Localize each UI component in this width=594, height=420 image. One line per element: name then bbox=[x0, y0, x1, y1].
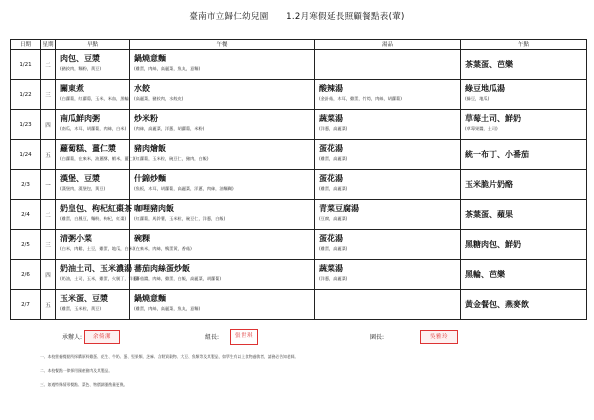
lunch-ingredients: (蕃茄醬，肉絲，雞蛋，白飯，高麗菜，胡蘿蔔) bbox=[134, 276, 222, 281]
page-title: 臺南市立歸仁幼兒園 1.2月寒假延長照顧餐點表(葷) bbox=[189, 12, 405, 22]
menu-table bbox=[10, 39, 587, 320]
morning-dish: 清粥小菜 bbox=[60, 234, 92, 243]
soup-dish: 蛋花湯 bbox=[319, 174, 343, 183]
date-cell: 1/21 bbox=[11, 50, 41, 80]
soup-dish: 蔬菜湯 bbox=[319, 264, 343, 273]
lunch-ingredients: (肉絲，高麗菜，洋蔥，胡蘿蔔，米粉) bbox=[134, 126, 205, 131]
morning-cell bbox=[56, 170, 130, 200]
lunch-cell bbox=[130, 290, 315, 320]
morning-cell bbox=[56, 260, 139, 290]
soup-ingredients: (雞蛋，高麗菜) bbox=[319, 156, 348, 161]
morning-ingredients: (雞蛋，白鳳豆，麵粉，枸杞，紅棗) bbox=[60, 216, 127, 221]
lunch-ingredients: (紅蘿蔔，玉米粒，碗豆仁，豬肉，白飯) bbox=[134, 156, 209, 161]
afternoon-cell bbox=[461, 260, 587, 290]
day-cell: 三 bbox=[41, 230, 56, 260]
date-cell: 2/4 bbox=[11, 200, 41, 230]
soup-dish: 酸辣湯 bbox=[319, 84, 343, 93]
morning-cell bbox=[56, 290, 130, 320]
afternoon-ingredients: (綠豆，地瓜) bbox=[465, 96, 490, 101]
day-cell: 二 bbox=[41, 50, 56, 80]
note-3: 三、如遇特殊情形餐點、菜色、物價調漲酌量更換。 bbox=[40, 382, 128, 387]
morning-ingredients: (漢堡肉，漢堡包，黃豆) bbox=[60, 186, 106, 191]
header-soup: 湯品 bbox=[315, 40, 461, 50]
lunch-dish: 水餃 bbox=[134, 84, 150, 93]
table-row bbox=[11, 200, 587, 230]
lunch-cell bbox=[130, 170, 315, 200]
table-row bbox=[11, 50, 587, 80]
table-row bbox=[11, 170, 587, 200]
date-cell: 2/5 bbox=[11, 230, 41, 260]
morning-ingredients: (豬絞肉，麵粉，黃豆) bbox=[60, 66, 101, 71]
soup-ingredients: (雞蛋，高麗菜) bbox=[319, 246, 348, 251]
morning-ingredients: (白蘿蔔，紅蘿蔔，玉米，米血，黑輪) bbox=[60, 96, 131, 101]
lunch-cell bbox=[130, 80, 315, 110]
table-row bbox=[11, 110, 587, 140]
lunch-ingredients: (紅蘿蔔，馬鈴薯，玉米粒，碗豆仁，洋蔥，白飯) bbox=[134, 216, 226, 221]
section-chief-stamp: 張世琪 bbox=[230, 329, 258, 345]
morning-dish: 漢堡、豆漿 bbox=[60, 174, 100, 183]
signature-row bbox=[0, 329, 594, 347]
morning-ingredients: (南瓜，木耳，胡蘿蔔，肉絲，白米) bbox=[60, 126, 127, 131]
header-lunch: 午餐 bbox=[130, 40, 315, 50]
soup-cell bbox=[315, 110, 461, 140]
soup-dish: 青菜豆腐湯 bbox=[319, 204, 359, 213]
afternoon-cell bbox=[461, 140, 587, 170]
soup-dish: 蛋花湯 bbox=[319, 234, 343, 243]
day-cell: 一 bbox=[41, 170, 56, 200]
lunch-dish: 炒米粉 bbox=[134, 114, 158, 123]
soup-ingredients: (雞蛋，高麗菜) bbox=[319, 186, 348, 191]
soup-cell bbox=[315, 170, 461, 200]
afternoon-cell bbox=[461, 80, 587, 110]
day-cell: 四 bbox=[41, 110, 56, 140]
lunch-ingredients: (雞蛋，肉絲，高麗菜，魚丸，意麵) bbox=[134, 66, 201, 71]
table-row bbox=[11, 230, 587, 260]
morning-dish: 奶油土司、玉米濃湯 bbox=[60, 264, 132, 273]
morning-cell bbox=[56, 200, 130, 230]
morning-dish: 肉包、豆漿 bbox=[60, 54, 100, 63]
table-row bbox=[11, 260, 587, 290]
lunch-cell bbox=[130, 50, 315, 80]
date-cell: 2/6 bbox=[11, 260, 41, 290]
lunch-dish: 鍋燒意麵 bbox=[134, 54, 166, 63]
afternoon-dish: 統一布丁、小番茄 bbox=[465, 150, 529, 159]
date-cell: 2/7 bbox=[11, 290, 41, 320]
table-row bbox=[11, 140, 587, 170]
lunch-cell bbox=[130, 230, 315, 260]
lunch-dish: 豬肉燴飯 bbox=[134, 144, 166, 153]
lunch-dish: 碗粿 bbox=[134, 234, 150, 243]
director-stamp: 吳雅玲 bbox=[420, 330, 458, 344]
soup-cell bbox=[315, 140, 461, 170]
morning-cell bbox=[56, 80, 130, 110]
day-cell: 三 bbox=[41, 80, 56, 110]
afternoon-dish: 茶葉蛋、蘋果 bbox=[465, 210, 513, 219]
day-cell: 二 bbox=[41, 200, 56, 230]
morning-ingredients: (白米，肉鬆，土豆，雞蛋，地瓜，白米) bbox=[60, 246, 135, 251]
preparer-stamp: 余倚潔 bbox=[84, 330, 120, 344]
lunch-cell bbox=[130, 200, 315, 230]
morning-cell bbox=[56, 140, 135, 170]
soup-ingredients: (洋蔥，高麗菜) bbox=[319, 276, 348, 281]
afternoon-cell bbox=[461, 200, 587, 230]
afternoon-cell bbox=[461, 230, 587, 260]
date-cell: 1/22 bbox=[11, 80, 41, 110]
morning-ingredients: (白蘿蔔，在來米，油蔥酥，蝦米，薑仁) bbox=[60, 156, 135, 161]
afternoon-dish: 草莓土司、鮮奶 bbox=[465, 114, 521, 123]
lunch-dish: 咖哩豬肉飯 bbox=[134, 204, 174, 213]
date-cell: 1/24 bbox=[11, 140, 41, 170]
lunch-ingredients: (魚板，木耳，胡蘿蔔，高麗菜，洋蔥，肉絲，油麵糊) bbox=[134, 186, 234, 191]
soup-cell bbox=[315, 290, 461, 320]
lunch-cell bbox=[130, 260, 315, 290]
lunch-cell bbox=[130, 110, 315, 140]
afternoon-dish: 黑輪、芭樂 bbox=[465, 270, 505, 279]
soup-cell bbox=[315, 80, 461, 110]
soup-ingredients: (洋蔥，高麗菜) bbox=[319, 126, 348, 131]
lunch-dish: 鍋燒意麵 bbox=[134, 294, 166, 303]
table-row bbox=[11, 290, 587, 320]
afternoon-dish: 茶葉蛋、芭樂 bbox=[465, 60, 513, 69]
afternoon-ingredients: (草莓果醬，土司) bbox=[465, 126, 498, 131]
soup-cell bbox=[315, 200, 461, 230]
morning-dish: 玉米蛋、豆漿 bbox=[60, 294, 108, 303]
soup-cell bbox=[315, 230, 461, 260]
afternoon-dish: 綠豆地瓜湯 bbox=[465, 84, 505, 93]
preparer-label: 承辦人: bbox=[62, 334, 83, 341]
afternoon-dish: 黃金餐包、燕麥飲 bbox=[465, 300, 529, 309]
lunch-ingredients: (在來米，肉絲，鴨蛋黃，香菇) bbox=[134, 246, 192, 251]
soup-cell bbox=[315, 50, 461, 80]
header-morning: 早點 bbox=[56, 40, 130, 50]
header-day: 星期 bbox=[42, 41, 54, 48]
header-row bbox=[11, 40, 587, 50]
lunch-dish: 蕃茄肉絲蛋炒飯 bbox=[134, 264, 190, 273]
header-afternoon: 午點 bbox=[461, 40, 587, 50]
note-1: 一、本校營養餐點所採購原料雞蛋、花生、牛奶、蛋、堅果類、芝麻、含麩質穀物、大豆、魚類等及其製品，如學生有以上食物過敏者，請務必告知老師。 bbox=[40, 354, 299, 359]
afternoon-dish: 玉米脆片奶酪 bbox=[465, 180, 513, 189]
note-2: 二、本校餐點一律採用國產豬肉及其製品。 bbox=[40, 368, 113, 373]
table-row bbox=[11, 80, 587, 110]
day-cell: 四 bbox=[41, 260, 56, 290]
soup-dish: 蔬菜湯 bbox=[319, 114, 343, 123]
day-cell: 五 bbox=[41, 140, 56, 170]
soup-dish: 蛋花湯 bbox=[319, 144, 343, 153]
morning-ingredients: (奶油，土司，玉米，雞蛋，火腿丁，洋蔥) bbox=[60, 276, 139, 281]
lunch-cell bbox=[130, 140, 315, 170]
afternoon-dish: 黑糖肉包、鮮奶 bbox=[465, 240, 521, 249]
morning-dish: 蘿蔔糕、薑仁漿 bbox=[60, 144, 116, 153]
soup-cell bbox=[315, 260, 461, 290]
morning-cell bbox=[56, 230, 135, 260]
morning-dish: 奶皇包、枸杞紅棗茶 bbox=[60, 204, 132, 213]
morning-ingredients: (雞蛋，玉米粒，黃豆) bbox=[60, 306, 101, 311]
soup-ingredients: (金針菇，木耳，雞蛋，竹筍，肉絲，胡蘿蔔) bbox=[319, 96, 402, 101]
lunch-ingredients: (高麗菜，豬絞肉，水餃皮) bbox=[134, 96, 184, 101]
morning-cell bbox=[56, 110, 130, 140]
afternoon-cell bbox=[461, 110, 587, 140]
soup-ingredients: (豆腐，高麗菜) bbox=[319, 216, 348, 221]
morning-dish: 南瓜鮮肉粥 bbox=[60, 114, 100, 123]
morning-dish: 關東煮 bbox=[60, 84, 84, 93]
director-label: 園長: bbox=[370, 334, 385, 341]
lunch-ingredients: (雞蛋，肉絲，高麗菜，魚丸，意麵) bbox=[134, 306, 201, 311]
date-cell: 2/3 bbox=[11, 170, 41, 200]
day-cell: 五 bbox=[41, 290, 56, 320]
header-date: 日期 bbox=[11, 40, 41, 50]
lunch-dish: 什錦炒麵 bbox=[134, 174, 166, 183]
afternoon-cell bbox=[461, 290, 587, 320]
date-cell: 1/23 bbox=[11, 110, 41, 140]
morning-cell bbox=[56, 50, 130, 80]
afternoon-cell bbox=[461, 50, 587, 80]
afternoon-cell bbox=[461, 170, 587, 200]
section-chief-label: 組長: bbox=[205, 334, 220, 341]
